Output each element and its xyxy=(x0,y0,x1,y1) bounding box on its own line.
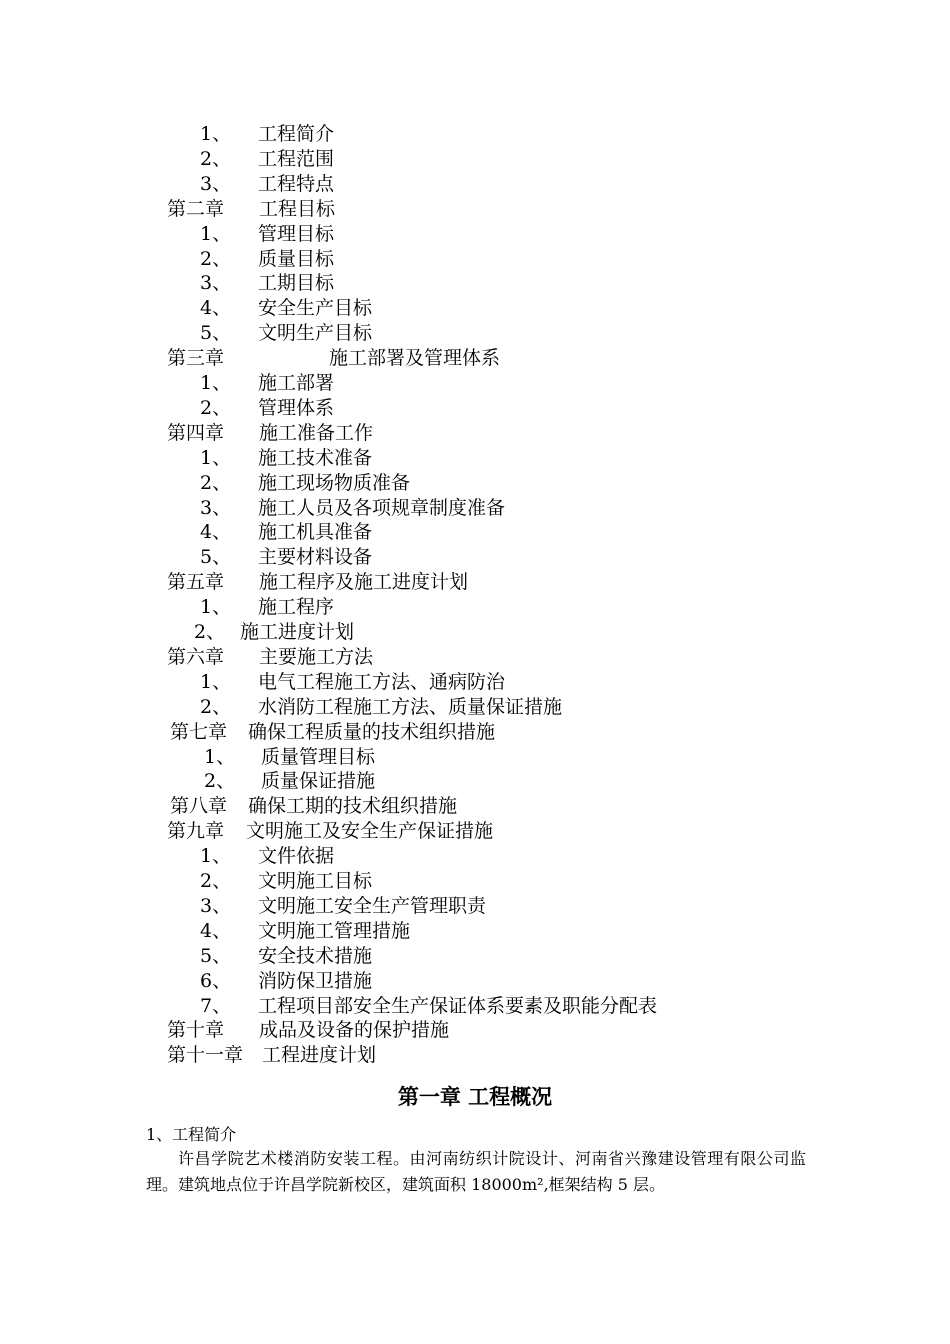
toc-entry-title: 工程项目部安全生产保证体系要素及职能分配表 xyxy=(258,994,658,1017)
toc-entry-title: 确保工程质量的技术组织措施 xyxy=(248,720,496,743)
toc-entry-title: 电气工程施工方法、通病防治 xyxy=(258,670,506,693)
toc-entry-title: 工程目标 xyxy=(259,197,336,220)
toc-entry-number: 第六章 xyxy=(167,645,225,668)
toc-entry-number: 2、 xyxy=(200,147,232,170)
toc-section-entry xyxy=(0,296,950,321)
toc-entry-title: 确保工期的技术组织措施 xyxy=(248,795,458,818)
toc-section-entry xyxy=(0,396,950,421)
toc-section-entry xyxy=(0,769,950,794)
toc-entry-number: 7、 xyxy=(200,994,232,1017)
toc-entry-title: 文明生产目标 xyxy=(258,322,373,345)
toc-entry-title: 施工部署 xyxy=(258,372,335,394)
toc-entry-title: 消防保卫措施 xyxy=(258,969,373,992)
toc-entry-number: 3、 xyxy=(200,172,232,195)
toc-section-entry xyxy=(0,271,950,296)
toc-section-entry xyxy=(0,496,950,521)
toc-section-entry xyxy=(0,595,950,620)
toc-entry-title: 施工部署及管理体系 xyxy=(329,347,501,370)
toc-section-entry xyxy=(0,172,950,197)
toc-section-entry xyxy=(0,147,950,172)
toc-entry-title: 施工程序及施工进度计划 xyxy=(259,571,469,594)
toc-entry-number: 5、 xyxy=(200,322,232,345)
toc-chapter-entry xyxy=(0,570,950,595)
toc-entry-number: 2、 xyxy=(200,870,232,892)
toc-entry-title: 安全生产目标 xyxy=(258,297,373,320)
toc-entry-title: 主要施工方法 xyxy=(259,645,374,668)
toc-entry-number: 第九章 xyxy=(167,820,225,843)
toc-entry-title: 质量保证措施 xyxy=(261,770,376,793)
toc-entry-title: 工程简介 xyxy=(258,123,335,145)
toc-section-entry xyxy=(0,894,950,919)
toc-entry-title: 安全技术措施 xyxy=(258,944,373,967)
toc-section-entry xyxy=(0,844,950,869)
toc-chapter-entry xyxy=(0,645,950,670)
toc-entry-number: 4、 xyxy=(200,297,232,320)
toc-section-entry xyxy=(0,695,950,720)
toc-entry-title: 管理目标 xyxy=(258,222,335,245)
toc-entry-number: 1、 xyxy=(200,446,232,469)
toc-entry-number: 1、 xyxy=(200,670,232,693)
toc-entry-number: 第五章 xyxy=(167,571,225,594)
toc-entry-title: 质量管理目标 xyxy=(261,745,376,768)
toc-entry-title: 文件依据 xyxy=(258,845,335,868)
toc-chapter-entry xyxy=(0,819,950,844)
toc-entry-title: 文明施工目标 xyxy=(258,870,373,892)
toc-chapter-entry xyxy=(0,794,950,819)
toc-entry-title: 工程进度计划 xyxy=(262,1044,377,1067)
toc-entry-number: 1、 xyxy=(200,222,232,245)
toc-entry-number: 第十一章 xyxy=(167,1044,244,1067)
toc-section-entry xyxy=(0,545,950,570)
toc-entry-number: 第八章 xyxy=(170,795,228,818)
toc-entry-number: 5、 xyxy=(200,546,232,569)
toc-section-entry xyxy=(0,944,950,969)
toc-entry-number: 2、 xyxy=(200,695,232,718)
toc-entry-number: 第四章 xyxy=(167,421,225,444)
toc-entry-title: 成品及设备的保护措施 xyxy=(259,1019,450,1042)
toc-entry-number: 第十章 xyxy=(167,1019,225,1042)
toc-section-entry xyxy=(0,471,950,496)
toc-entry-title: 工程范围 xyxy=(258,147,335,170)
toc-entry-title: 施工人员及各项规章制度准备 xyxy=(258,496,506,519)
toc-section-entry xyxy=(0,371,950,396)
toc-entry-title: 工期目标 xyxy=(258,272,335,295)
toc-entry-number: 4、 xyxy=(200,521,232,544)
toc-chapter-entry xyxy=(0,720,950,745)
toc-entry-title: 施工进度计划 xyxy=(240,621,355,643)
toc-entry-number: 2、 xyxy=(200,471,232,494)
toc-entry-number: 1、 xyxy=(204,745,236,768)
toc-entry-number: 6、 xyxy=(200,969,232,992)
toc-entry-title: 管理体系 xyxy=(258,396,335,419)
toc-section-entry xyxy=(0,670,950,695)
toc-entry-number: 第三章 xyxy=(167,347,225,370)
section-title: 1、工程简介 xyxy=(146,1125,237,1144)
toc-entry-number: 5、 xyxy=(200,944,232,967)
toc-entry-number: 3、 xyxy=(200,272,232,295)
toc-entry-number: 第二章 xyxy=(167,197,225,220)
toc-entry-number: 2、 xyxy=(200,247,232,270)
toc-entry-title: 施工程序 xyxy=(258,596,335,619)
toc-section-entry xyxy=(0,446,950,471)
toc-chapter-entry xyxy=(0,421,950,446)
toc-entry-number: 3、 xyxy=(200,894,232,917)
toc-entry-title: 施工机具准备 xyxy=(258,521,373,544)
toc-entry-number: 1、 xyxy=(200,372,232,394)
toc-entry-number: 3、 xyxy=(200,496,232,519)
body-paragraph: 许昌学院艺术楼消防安装工程。由河南纺织计院设计、河南省兴豫建设管理有限公司监理。建筑地点位于许昌学院新校区，建筑面积 18000m²,框架结构 5 层。 xyxy=(146,1149,806,1194)
toc-entry-title: 施工准备工作 xyxy=(259,421,374,444)
toc-section-entry xyxy=(0,247,950,272)
toc-chapter-entry xyxy=(0,1043,950,1068)
toc-chapter-entry xyxy=(0,197,950,222)
toc-chapter-entry xyxy=(0,346,950,371)
toc-section-entry xyxy=(0,520,950,545)
toc-section-entry xyxy=(0,122,950,147)
toc-entry-number: 1、 xyxy=(200,845,232,868)
chapter-heading: 第一章 工程概况 xyxy=(397,1085,553,1109)
toc-section-entry xyxy=(0,919,950,944)
toc-entry-number: 2、 xyxy=(204,770,236,793)
toc-section-entry xyxy=(0,869,950,894)
toc-entry-title: 施工技术准备 xyxy=(258,446,373,469)
toc-section-entry xyxy=(0,321,950,346)
toc-entry-title: 主要材料设备 xyxy=(258,546,373,569)
toc-section-entry xyxy=(0,969,950,994)
toc-entry-number: 1、 xyxy=(200,123,232,145)
toc-entry-number: 4、 xyxy=(200,919,232,942)
toc-entry-title: 文明施工及安全生产保证措施 xyxy=(246,820,494,843)
toc-section-entry xyxy=(0,994,950,1019)
toc-entry-number: 第七章 xyxy=(170,720,228,743)
toc-section-entry xyxy=(0,620,950,645)
toc-section-entry xyxy=(0,222,950,247)
toc-entry-title: 工程特点 xyxy=(258,172,335,195)
toc-entry-title: 水消防工程施工方法、质量保证措施 xyxy=(258,695,563,718)
toc-entry-number: 2、 xyxy=(194,621,226,643)
toc-entry-number: 2、 xyxy=(200,396,232,419)
toc-entry-title: 文明施工安全生产管理职责 xyxy=(258,894,487,917)
toc-entry-number: 1、 xyxy=(200,596,232,619)
toc-entry-title: 施工现场物质准备 xyxy=(258,471,411,494)
toc-entry-title: 文明施工管理措施 xyxy=(258,919,411,942)
toc-chapter-entry xyxy=(0,1018,950,1043)
toc-section-entry xyxy=(0,745,950,770)
toc-entry-title: 质量目标 xyxy=(258,247,335,270)
